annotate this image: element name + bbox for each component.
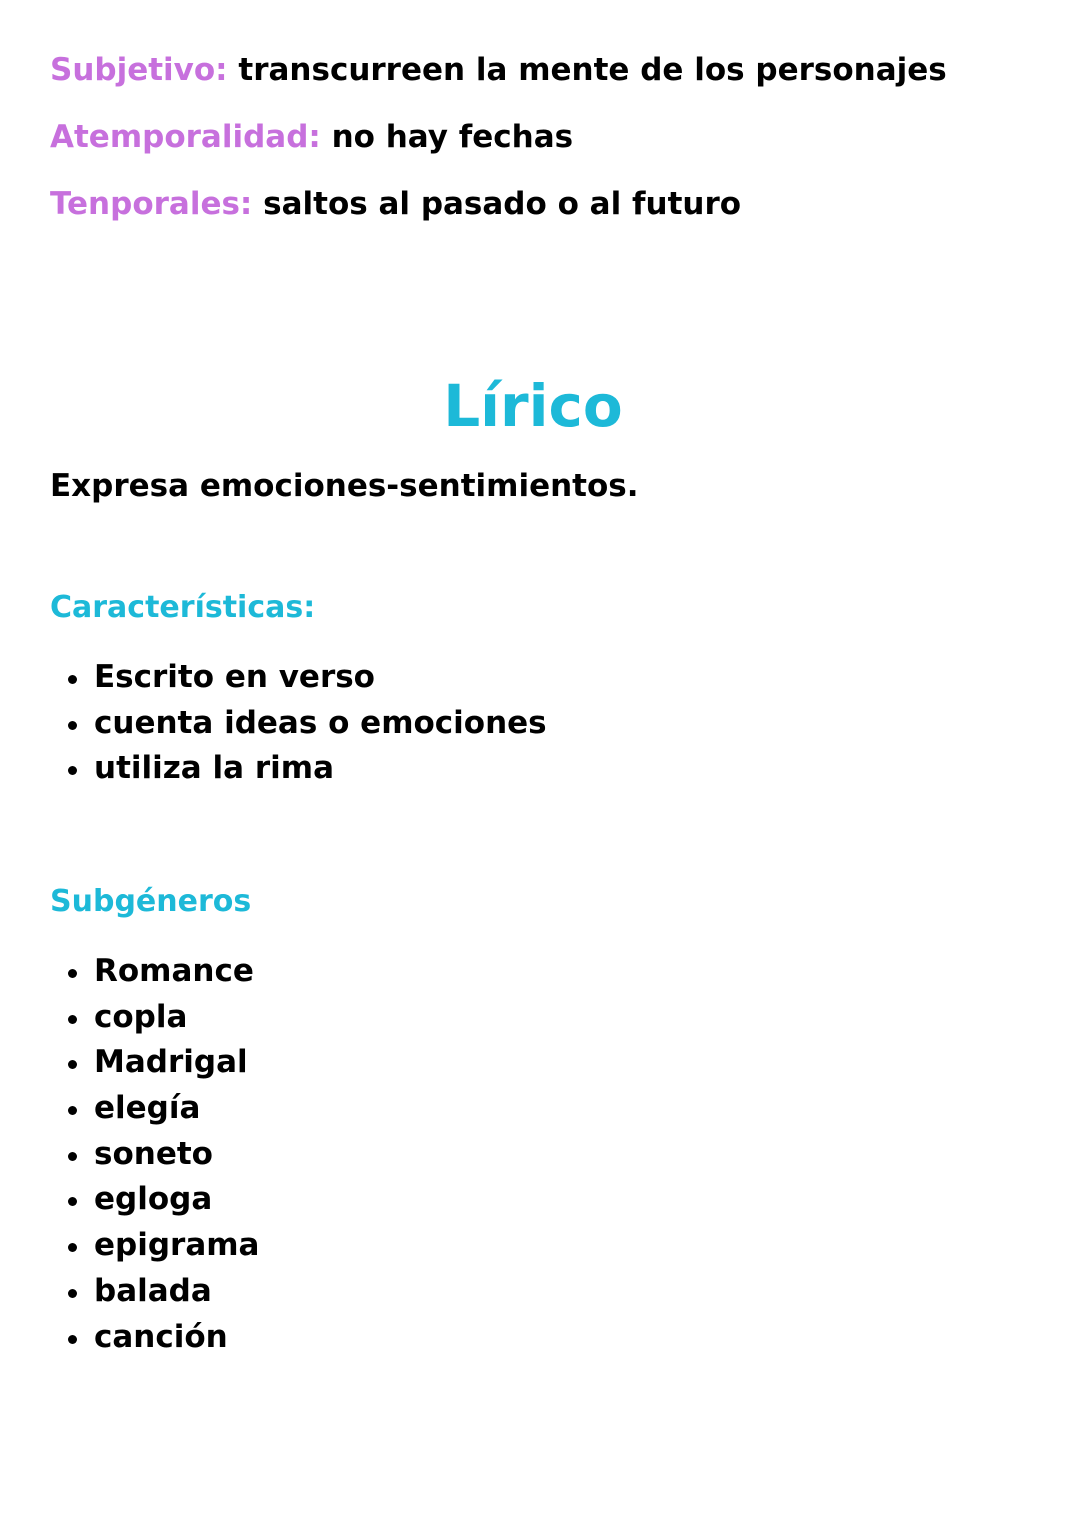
definition-label: Atemporalidad: — [50, 119, 321, 155]
list-item: Madrigal — [50, 1040, 259, 1086]
definition-atemporalidad — [50, 119, 573, 155]
definition-tenporales — [50, 186, 741, 222]
section-title: Lírico — [443, 372, 623, 440]
list-item: Escrito en verso — [50, 655, 547, 701]
definition-label: Tenporales: — [50, 186, 253, 222]
definition-text: transcurreen la mente de los personajes — [238, 52, 947, 88]
subgenres-list — [50, 949, 259, 1360]
list-item: elegía — [50, 1086, 259, 1132]
characteristics-list — [50, 655, 547, 792]
definition-text: saltos al pasado o al futuro — [263, 186, 742, 222]
list-item: utiliza la rima — [50, 746, 547, 792]
list-item: egloga — [50, 1177, 259, 1223]
list-item: copla — [50, 995, 259, 1041]
list-item: Romance — [50, 949, 259, 995]
characteristics-heading: Características: — [50, 590, 316, 625]
definition-text: no hay fechas — [331, 119, 574, 155]
section-intro: Expresa emociones-sentimientos. — [50, 468, 639, 504]
definition-subjetivo — [50, 52, 947, 88]
list-item: cuenta ideas o emociones — [50, 701, 547, 747]
list-item: epigrama — [50, 1223, 259, 1269]
subgenres-heading: Subgéneros — [50, 884, 252, 919]
list-item: canción — [50, 1315, 259, 1361]
definition-label: Subjetivo: — [50, 52, 228, 88]
list-item: soneto — [50, 1132, 259, 1178]
list-item: balada — [50, 1269, 259, 1315]
